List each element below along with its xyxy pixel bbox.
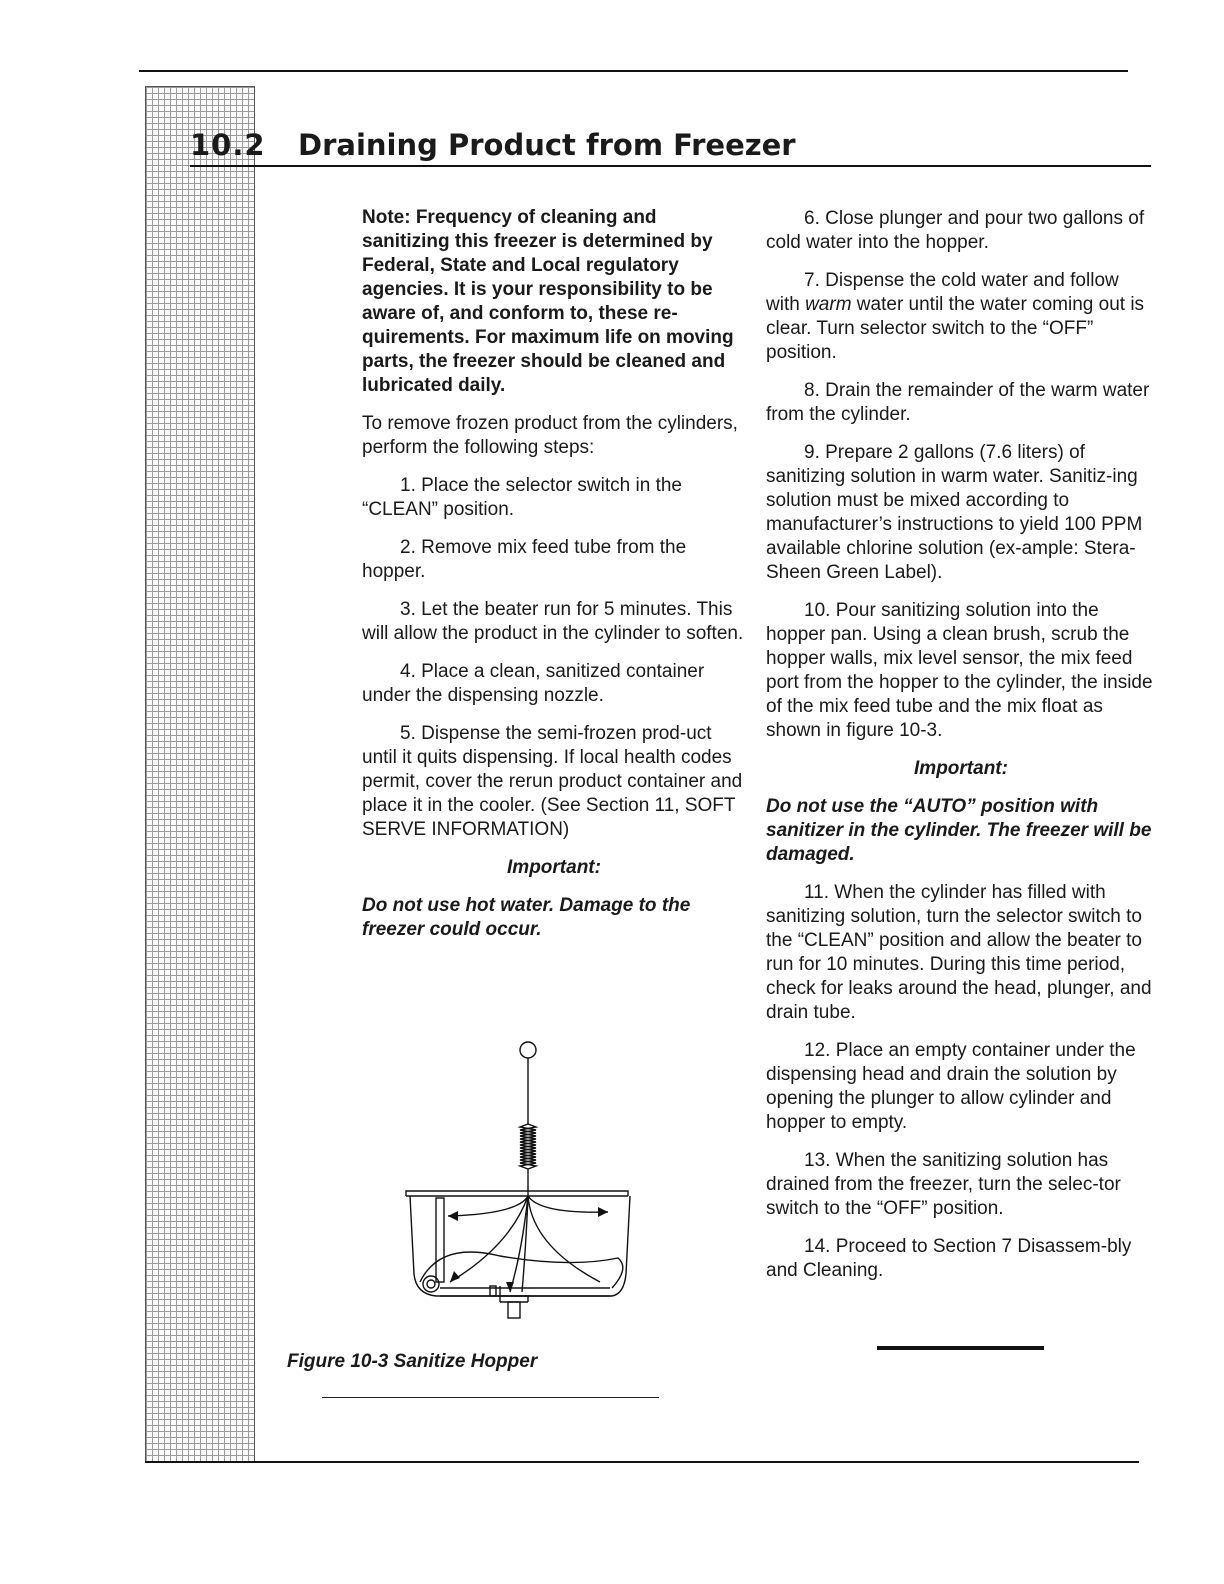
drain-outlet <box>508 1302 520 1318</box>
note-paragraph: Note: Frequency of cleaning and sanitizing this freezer is determined by Federal, State and Local regulatory agencies. It is your responsibility to be aware of, and conform to, these re-quirements. For maximum life on moving parts, the freezer should be cleaned and lubricated daily. <box>362 207 734 396</box>
step-12: 12. Place an empty container under the dispensing head and drain the solution by opening the plunger to allow cylinder and hopper to empty. <box>766 1040 1136 1133</box>
step-8: 8. Drain the remainder of the warm water from the cylinder. <box>766 380 1150 425</box>
important-title: Important: <box>507 857 601 878</box>
step-5: 5. Dispense the semi-frozen prod-uct until it quits dispensing. If local health codes permit, cover the rerun product container and place it in the cooler. (See Section 11, SOFT SERVE INFORMATION) <box>362 723 743 840</box>
intro-paragraph: To remove frozen product from the cylinders, perform the following steps: <box>362 413 738 458</box>
figure-caption: Figure 10-3 Sanitize Hopper <box>287 1351 538 1372</box>
step-10: 10. Pour sanitizing solution into the hopper pan. Using a clean brush, scrub the hopper walls, mix level sensor, the mix feed port from the hopper to the cylinder, the inside of the mix feed tube and the mix float as shown in figure 10-3. <box>766 600 1153 741</box>
step-13: 13. When the sanitizing solution has drained from the freezer, turn the selec-tor switch to the “OFF” position. <box>766 1150 1121 1219</box>
top-rule <box>139 70 1128 72</box>
right-column <box>766 207 1156 1297</box>
step-7 <box>766 269 1156 365</box>
important-hot-water <box>362 856 746 942</box>
section-number: 10.2 <box>190 128 266 162</box>
important-body: Do not use the “AUTO” position with sanitizer in the cylinder. The freezer will be damaged. <box>766 796 1152 865</box>
hopper-rim <box>406 1191 628 1196</box>
step-3: 3. Let the beater run for 5 minutes. This will allow the product in the cylinder to soften. <box>362 599 744 644</box>
important-auto-position <box>766 757 1156 867</box>
step-6: 6. Close plunger and pour two gallons of cold water into the hopper. <box>766 208 1145 253</box>
step-2: 2. Remove mix feed tube from the hopper. <box>362 537 687 582</box>
figure-rule <box>322 1397 659 1398</box>
level-sensor <box>436 1198 444 1282</box>
end-of-section-rule <box>877 1346 1044 1350</box>
left-column <box>362 206 746 956</box>
grid-margin-strip <box>145 86 255 1462</box>
step-4: 4. Place a clean, sanitized container under the dispensing nozzle. <box>362 661 705 706</box>
float-ball <box>520 1042 536 1058</box>
important-body: Do not use hot water. Damage to the freezer could occur. <box>362 895 691 940</box>
bottom-rule <box>145 1461 1139 1463</box>
step-7-italic: warm <box>805 294 852 315</box>
step-14: 14. Proceed to Section 7 Disassem-bly and Cleaning. <box>766 1236 1132 1281</box>
step-1: 1. Place the selector switch in the “CLEAN” position. <box>362 475 682 520</box>
section-title: Draining Product from Freezer <box>298 128 796 162</box>
step-7-text-b: water until the water coming out is clear. Turn selector switch to the “OFF” position. <box>766 294 1145 363</box>
hopper-illustration <box>400 1036 640 1326</box>
step-11: 11. When the cylinder has filled with sanitizing solution, turn the selector switch to the “CLEAN” position and allow the beater to run for 10 minutes. During this time period, check for leaks around the head, plunger, and drain tube. <box>766 882 1152 1023</box>
title-rule <box>190 165 1151 167</box>
step-9: 9. Prepare 2 gallons (7.6 liters) of sanitizing solution in warm water. Sanitiz-ing solution must be mixed according to manufacturer’s instructions to yield 100 PPM available chlorine solution (ex-ample: Stera-Sheen Green Label). <box>766 442 1143 583</box>
important-title: Important: <box>914 758 1008 779</box>
step-7-text-a: 7. Dispense the cold water and follow with <box>766 270 1119 315</box>
